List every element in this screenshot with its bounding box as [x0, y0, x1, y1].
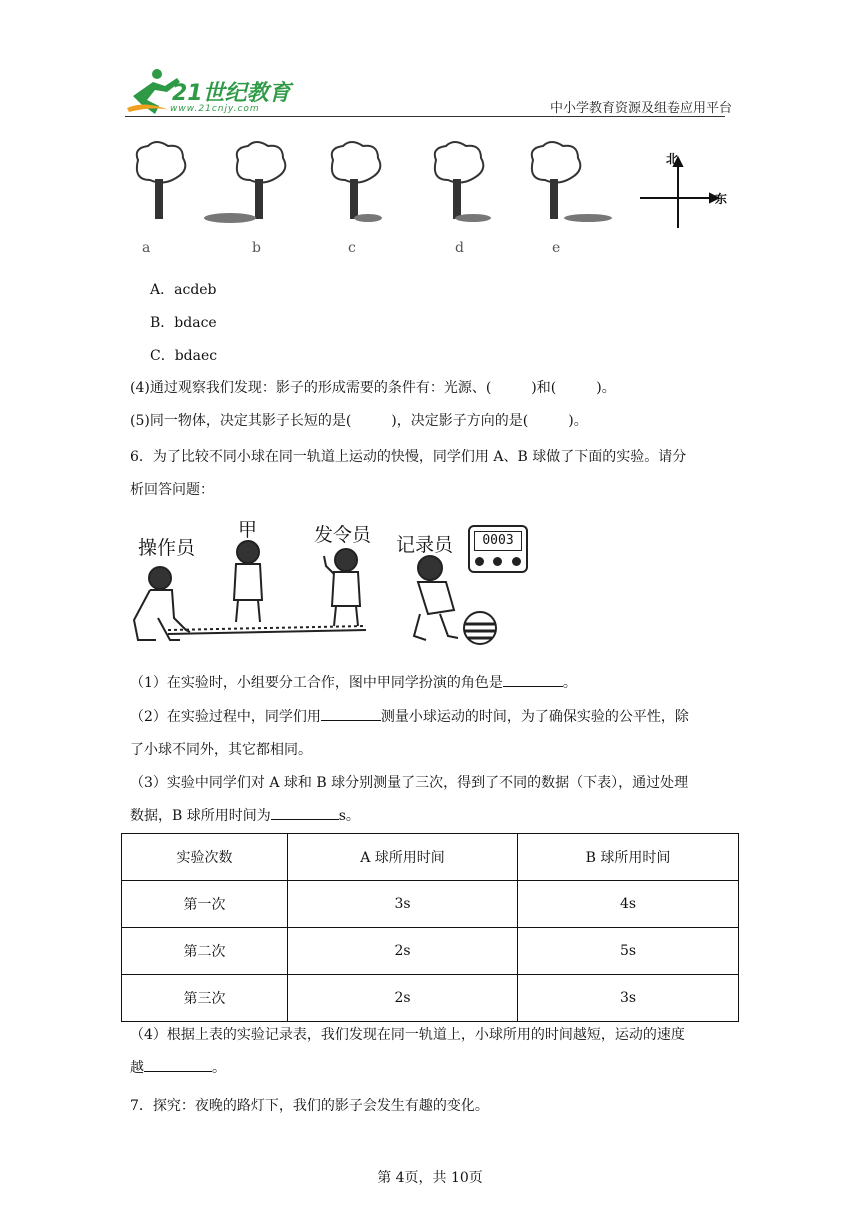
tree-c-icon	[332, 142, 381, 218]
table-header: B 球所用时间	[518, 834, 739, 881]
table-cell: 3s	[518, 975, 739, 1022]
table-row	[122, 975, 739, 1022]
table-header: 实验次数	[122, 834, 288, 881]
tree-label-a: a	[142, 240, 151, 256]
tree-b-icon	[237, 142, 286, 218]
logo-text: 21世纪教育	[172, 81, 291, 106]
q5-sub5: (5)同一物体，决定其影子长短的是( )，决定影子方向的是( )。	[130, 413, 588, 429]
tree-label-b: b	[252, 240, 261, 256]
page-footer: 第 4页，共 10页	[377, 1170, 483, 1186]
tree-label-d: d	[455, 240, 464, 256]
blank-speed[interactable]	[144, 1057, 212, 1072]
logo-url: www.21cnjy.com	[170, 104, 260, 114]
option-b: B．bdace	[150, 315, 217, 331]
label-recorder: 记录员	[396, 534, 454, 556]
q6-sub3-line2: 数据，B 球所用时间为 s。	[130, 805, 360, 827]
header-divider	[125, 116, 725, 117]
stopwatch-display: 0003	[474, 531, 522, 551]
experiment-table	[121, 833, 739, 1022]
table-header-row	[122, 834, 739, 881]
tree-label-e: e	[552, 240, 561, 256]
compass-north-label: 北	[666, 152, 679, 166]
table-cell: 2s	[288, 975, 518, 1022]
table-cell: 第一次	[122, 881, 288, 928]
table-cell: 2s	[288, 928, 518, 975]
table-cell: 4s	[518, 881, 739, 928]
tree-shadow-figure	[128, 140, 738, 265]
label-starter: 发令员	[314, 524, 372, 546]
q6-sub2-line1: （2）在实验过程中，同学们用 测量小球运动的时间，为了确保实验的公平性，除	[130, 706, 689, 728]
q6-sub2-line2: 了小球不同外，其它都相同。	[130, 742, 312, 758]
q6-sub4-line1: （4）根据上表的实验记录表，我们发现在同一轨道上，小球所用的时间越短，运动的速度	[130, 1027, 685, 1043]
table-cell: 5s	[518, 928, 739, 975]
q6-stem-line2: 析回答问题：	[130, 482, 214, 498]
tree-label-c: c	[348, 240, 356, 256]
label-jia: 甲	[238, 519, 258, 541]
compass-icon	[640, 158, 718, 228]
blank-role[interactable]	[503, 672, 563, 687]
q6-stem-line1: 6．为了比较不同小球在同一轨道上运动的快慢，同学们用 A、B 球做了下面的实验。请分	[130, 449, 687, 465]
q6-sub3-line1: （3）实验中同学们对 A 球和 B 球分别测量了三次，得到了不同的数据（下表），通过处理	[130, 775, 689, 791]
ball-icon	[464, 612, 496, 644]
table-header: A 球所用时间	[288, 834, 518, 881]
q6-sub1: （1）在实验时，小组要分工合作，图中甲同学扮演的角色是 。	[130, 672, 577, 694]
tree-a-icon	[137, 142, 186, 218]
tree-e-icon	[532, 142, 581, 218]
option-c: C．bdaec	[150, 348, 218, 364]
option-a: A．acdeb	[150, 282, 217, 298]
table-cell: 3s	[288, 881, 518, 928]
q6-sub4-line2: 越 。	[130, 1057, 226, 1079]
compass-east-label: 东	[715, 192, 728, 206]
experiment-children-figure	[128, 540, 508, 655]
q5-sub4: (4)通过观察我们发现：影子的形成需要的条件有：光源、( )和( )。	[130, 380, 616, 396]
table-cell: 第二次	[122, 928, 288, 975]
tree-d-icon	[435, 142, 484, 218]
platform-name: 中小学教育资源及组卷应用平台	[549, 101, 732, 116]
table-cell: 第三次	[122, 975, 288, 1022]
table-row	[122, 928, 739, 975]
blank-tool[interactable]	[321, 706, 381, 721]
q7-stem: 7．探究：夜晚的路灯下，我们的影子会发生有趣的变化。	[130, 1098, 489, 1114]
label-operator: 操作员	[138, 537, 196, 559]
table-row	[122, 881, 739, 928]
blank-b-time[interactable]	[271, 805, 339, 820]
